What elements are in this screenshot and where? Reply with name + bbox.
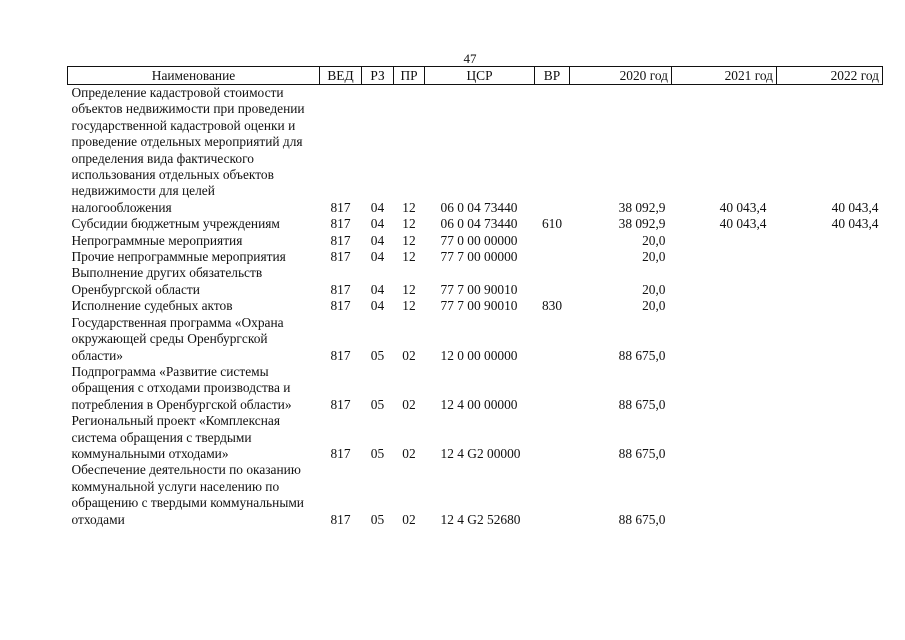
row-ved: 817	[330, 396, 351, 412]
row-vr	[535, 249, 570, 265]
row-name: Субсидии бюджетным учреждениям	[71, 216, 280, 232]
row-2020: 38 092,9	[618, 199, 666, 215]
row-name: Региональный проект «Комплексная система обращения с твердыми коммунальными отходами»	[71, 413, 281, 461]
row-2020: 88 675,0	[618, 396, 666, 412]
table-row	[68, 233, 883, 249]
row-2020: 20,0	[642, 281, 666, 297]
row-2022	[777, 298, 883, 314]
row-2020: 88 675,0	[618, 347, 666, 363]
row-vr: 610	[541, 216, 563, 232]
row-vr	[535, 364, 570, 413]
row-2022	[777, 364, 883, 413]
row-name: Обеспечение деятельности по оказанию коммунальной услуги населению по обращению с твердыми коммунальными отходами	[71, 462, 304, 527]
row-name: Прочие непрограммные мероприятия	[71, 249, 286, 265]
row-ved: 817	[330, 249, 351, 265]
row-rz: 04	[370, 281, 385, 297]
row-vr: 830	[541, 298, 563, 314]
row-ved: 817	[330, 511, 351, 527]
row-2020: 38 092,9	[618, 216, 666, 232]
header-2021: 2021 год	[672, 67, 777, 85]
row-pr: 12	[402, 298, 416, 314]
row-pr: 12	[402, 232, 416, 248]
row-2021	[672, 462, 777, 528]
row-2022	[777, 315, 883, 364]
row-2021: 40 043,4	[719, 216, 767, 232]
row-csr: 12 4 G2 52680	[440, 511, 521, 527]
row-2022	[777, 462, 883, 528]
row-2020: 20,0	[642, 232, 666, 248]
row-ved: 817	[330, 445, 351, 461]
row-csr: 77 7 00 90010	[440, 281, 518, 297]
row-vr	[535, 462, 570, 528]
row-rz: 05	[370, 347, 385, 363]
table-row	[68, 413, 883, 462]
table-row	[68, 216, 883, 232]
row-ved: 817	[330, 232, 351, 248]
row-ved: 817	[330, 298, 351, 314]
row-csr: 06 0 04 73440	[440, 216, 518, 232]
row-rz: 04	[370, 298, 385, 314]
row-name: Подпрограмма «Развитие системы обращения с отходами производства и потребления в Оренбургской области»	[71, 363, 292, 412]
row-2021	[672, 265, 777, 298]
row-vr	[535, 233, 570, 249]
row-csr: 06 0 04 73440	[440, 199, 518, 215]
row-rz: 05	[370, 511, 385, 527]
row-2021	[672, 315, 777, 364]
page-number: 47	[463, 51, 477, 66]
row-2021	[672, 298, 777, 314]
row-2020: 88 675,0	[618, 511, 666, 527]
row-vr	[535, 85, 570, 217]
row-csr: 77 7 00 00000	[440, 249, 518, 265]
row-pr: 02	[402, 347, 416, 363]
row-ved: 817	[330, 216, 351, 232]
row-ved: 817	[330, 281, 351, 297]
row-vr	[535, 315, 570, 364]
row-2020: 20,0	[642, 298, 666, 314]
row-rz: 05	[370, 445, 385, 461]
row-rz: 05	[370, 396, 385, 412]
table-row	[68, 249, 883, 265]
row-2021	[672, 364, 777, 413]
row-2021	[672, 413, 777, 462]
row-name: Исполнение судебных актов	[71, 298, 233, 314]
row-2020: 20,0	[642, 249, 666, 265]
row-csr: 77 0 00 00000	[440, 232, 518, 248]
row-name: Выполнение других обязательств Оренбургской области	[71, 265, 263, 297]
table-row	[68, 364, 883, 413]
row-ved: 817	[330, 347, 351, 363]
row-rz: 04	[370, 232, 385, 248]
table-row	[68, 265, 883, 298]
row-csr: 12 4 G2 00000	[440, 445, 521, 461]
row-name: Определение кадастровой стоимости объектов недвижимости при проведении государственной кадастровой оценки и проведение отдельных мероприятий для определения вида фактического использования отдельных объектов недвижимости для целей налогообложения	[71, 85, 305, 215]
table-row	[68, 85, 883, 217]
row-pr: 02	[402, 445, 416, 461]
table-row	[68, 462, 883, 528]
row-name: Непрограммные мероприятия	[71, 232, 243, 248]
row-2022	[777, 265, 883, 298]
row-2022	[777, 249, 883, 265]
table-row	[68, 315, 883, 364]
row-pr: 12	[402, 249, 416, 265]
row-2022	[777, 233, 883, 249]
row-name: Государственная программа «Охрана окружающей среды Оренбургской области»	[71, 314, 284, 363]
row-csr: 12 0 00 00000	[440, 347, 518, 363]
row-pr: 12	[402, 281, 416, 297]
header-vr: ВР	[535, 67, 570, 85]
row-csr: 77 7 00 90010	[440, 298, 518, 314]
header-ved: ВЕД	[320, 67, 362, 85]
row-2022	[777, 413, 883, 462]
header-2020: 2020 год	[570, 67, 672, 85]
row-pr: 12	[402, 216, 416, 232]
row-rz: 04	[370, 249, 385, 265]
header-2022: 2022 год	[777, 67, 883, 85]
row-2022: 40 043,4	[831, 216, 879, 232]
row-pr: 02	[402, 511, 416, 527]
row-vr	[535, 413, 570, 462]
row-ved: 817	[330, 199, 351, 215]
row-pr: 12	[402, 199, 416, 215]
header-name: Наименование	[68, 67, 320, 85]
row-csr: 12 4 00 00000	[440, 396, 518, 412]
table-row	[68, 298, 883, 314]
header-csr: ЦСР	[425, 67, 535, 85]
row-2020: 88 675,0	[618, 445, 666, 461]
row-2021	[672, 233, 777, 249]
row-2021: 40 043,4	[719, 199, 767, 215]
table-header-row	[68, 67, 883, 85]
budget-table	[67, 66, 883, 528]
row-2021	[672, 249, 777, 265]
row-pr: 02	[402, 396, 416, 412]
row-vr	[535, 265, 570, 298]
header-pr: ПР	[394, 67, 425, 85]
header-rz: РЗ	[362, 67, 394, 85]
row-rz: 04	[370, 199, 385, 215]
row-rz: 04	[370, 216, 385, 232]
row-2022: 40 043,4	[831, 199, 879, 215]
